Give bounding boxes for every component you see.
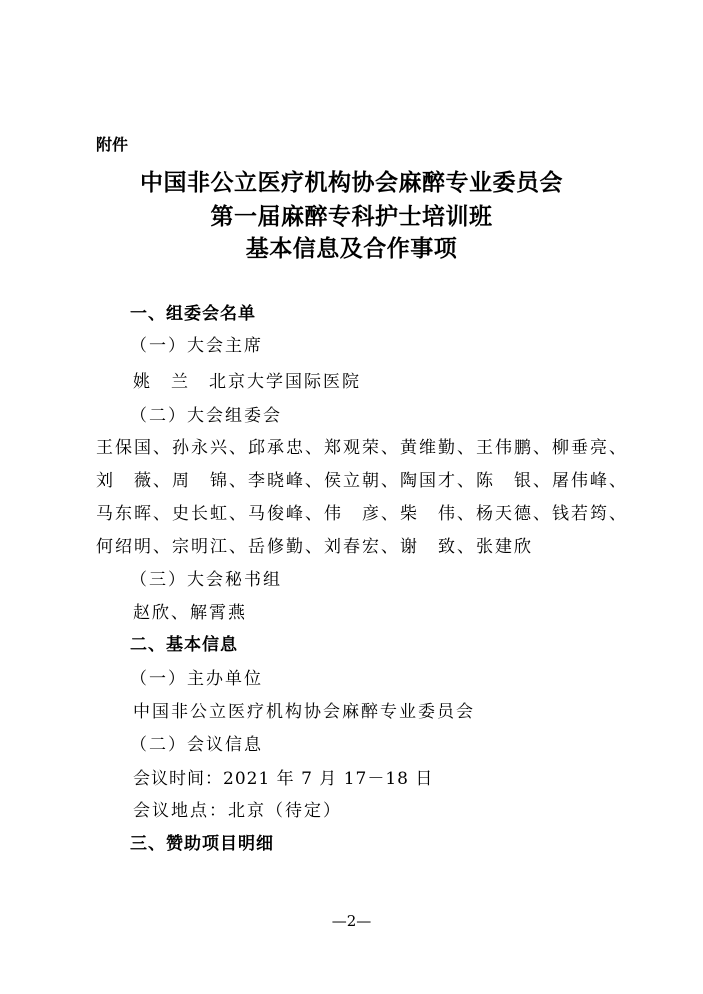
subheading-chair: （一）大会主席 (130, 336, 263, 356)
subheading-host: （一）主办单位 (130, 669, 263, 689)
committee-line-2: 刘 薇、周 锦、李晓峰、侯立朝、陶国才、陈 银、屠伟峰、 (96, 471, 628, 491)
committee-line-3: 马东晖、史长虹、马俊峰、伟 彦、柴 伟、杨天德、钱若筠、 (96, 504, 628, 524)
meeting-place: 会议地点：北京（待定） (133, 801, 342, 821)
chair-line: 姚 兰 北京大学国际医院 (133, 372, 361, 392)
section-heading-sponsorship: 三、赞助项目明细 (130, 834, 274, 854)
section-heading-committee: 一、组委会名单 (130, 304, 256, 324)
title-line-2: 第一届麻醉专科护士培训班 (210, 204, 493, 230)
subheading-secretariat: （三）大会秘书组 (130, 570, 282, 590)
attachment-label: 附件 (96, 135, 129, 154)
subheading-meeting: （二）会议信息 (130, 735, 263, 755)
committee-line-1: 王保国、孙永兴、邱承忠、郑观荣、黄维勤、王伟鹏、柳垂亮、 (96, 438, 628, 458)
secretariat-line: 赵欣、解霄燕 (133, 603, 247, 623)
meeting-time: 会议时间：2021 年 7 月 17－18 日 (133, 769, 434, 789)
subheading-committee: （二）大会组委会 (130, 406, 282, 426)
page-number: —2— (331, 912, 372, 930)
host-line: 中国非公立医疗机构协会麻醉专业委员会 (133, 702, 475, 722)
committee-line-4: 何绍明、宗明江、岳修勤、刘春宏、谢 致、张建欣 (96, 537, 533, 557)
title-line-1: 中国非公立医疗机构协会麻醉专业委员会 (140, 170, 563, 196)
title-line-3: 基本信息及合作事项 (245, 236, 458, 262)
section-heading-basic-info: 二、基本信息 (130, 635, 238, 655)
